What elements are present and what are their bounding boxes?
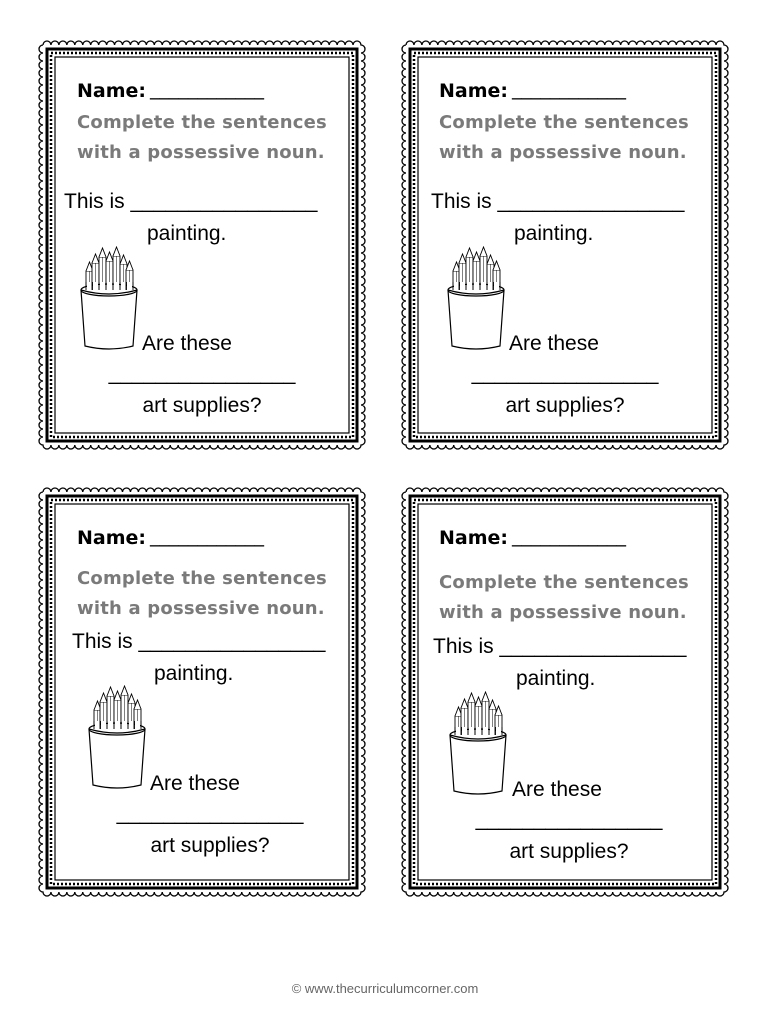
sentence-1-end: painting. xyxy=(516,667,596,690)
instruction-line-1: Complete the sentences xyxy=(439,112,689,133)
name-line: ____________ xyxy=(150,525,264,547)
question-end: art supplies? xyxy=(150,834,270,857)
sentence-1-start: This is ________________ xyxy=(72,630,326,653)
question-blank: ________________ xyxy=(116,802,304,825)
question-end: art supplies? xyxy=(505,394,625,417)
task-card-1 xyxy=(38,40,366,450)
question-end: art supplies? xyxy=(142,394,262,417)
question-start: Are these xyxy=(142,332,232,355)
sentence-1-start: This is ________________ xyxy=(433,635,687,658)
task-card-2 xyxy=(401,40,729,450)
instruction-line-2: with a possessive noun. xyxy=(77,142,325,163)
question-blank: ________________ xyxy=(475,808,663,831)
name-label: Name: xyxy=(439,80,509,102)
name-label: Name: xyxy=(77,80,147,102)
question-start: Are these xyxy=(512,778,602,801)
sentence-1-start: This is ________________ xyxy=(64,190,318,213)
task-card-4 xyxy=(401,487,729,897)
instruction-line-2: with a possessive noun. xyxy=(439,602,687,623)
sentence-1-end: painting. xyxy=(147,222,227,245)
question-blank: ________________ xyxy=(471,362,659,385)
name-line: ____________ xyxy=(512,525,626,547)
sentence-1-end: painting. xyxy=(514,222,594,245)
name-label: Name: xyxy=(439,527,509,549)
name-line: ____________ xyxy=(512,78,626,100)
instruction-line-2: with a possessive noun. xyxy=(77,598,325,619)
sentence-1-start: This is ________________ xyxy=(431,190,685,213)
question-start: Are these xyxy=(150,772,240,795)
question-start: Are these xyxy=(509,332,599,355)
sentence-1-end: painting. xyxy=(154,662,234,685)
question-end: art supplies? xyxy=(509,840,629,863)
pencil-cup-icon xyxy=(78,246,140,352)
instruction-line-2: with a possessive noun. xyxy=(439,142,687,163)
copyright-footer: © www.thecurriculumcorner.com xyxy=(291,981,479,996)
pencil-cup-icon xyxy=(86,685,148,791)
name-line: ____________ xyxy=(150,78,264,100)
pencil-cup-icon xyxy=(445,246,507,352)
instruction-line-1: Complete the sentences xyxy=(77,112,327,133)
instruction-line-1: Complete the sentences xyxy=(77,568,327,589)
name-label: Name: xyxy=(77,527,147,549)
question-blank: ________________ xyxy=(108,362,296,385)
pencil-cup-icon xyxy=(447,691,509,797)
task-card-3 xyxy=(38,487,366,897)
instruction-line-1: Complete the sentences xyxy=(439,572,689,593)
